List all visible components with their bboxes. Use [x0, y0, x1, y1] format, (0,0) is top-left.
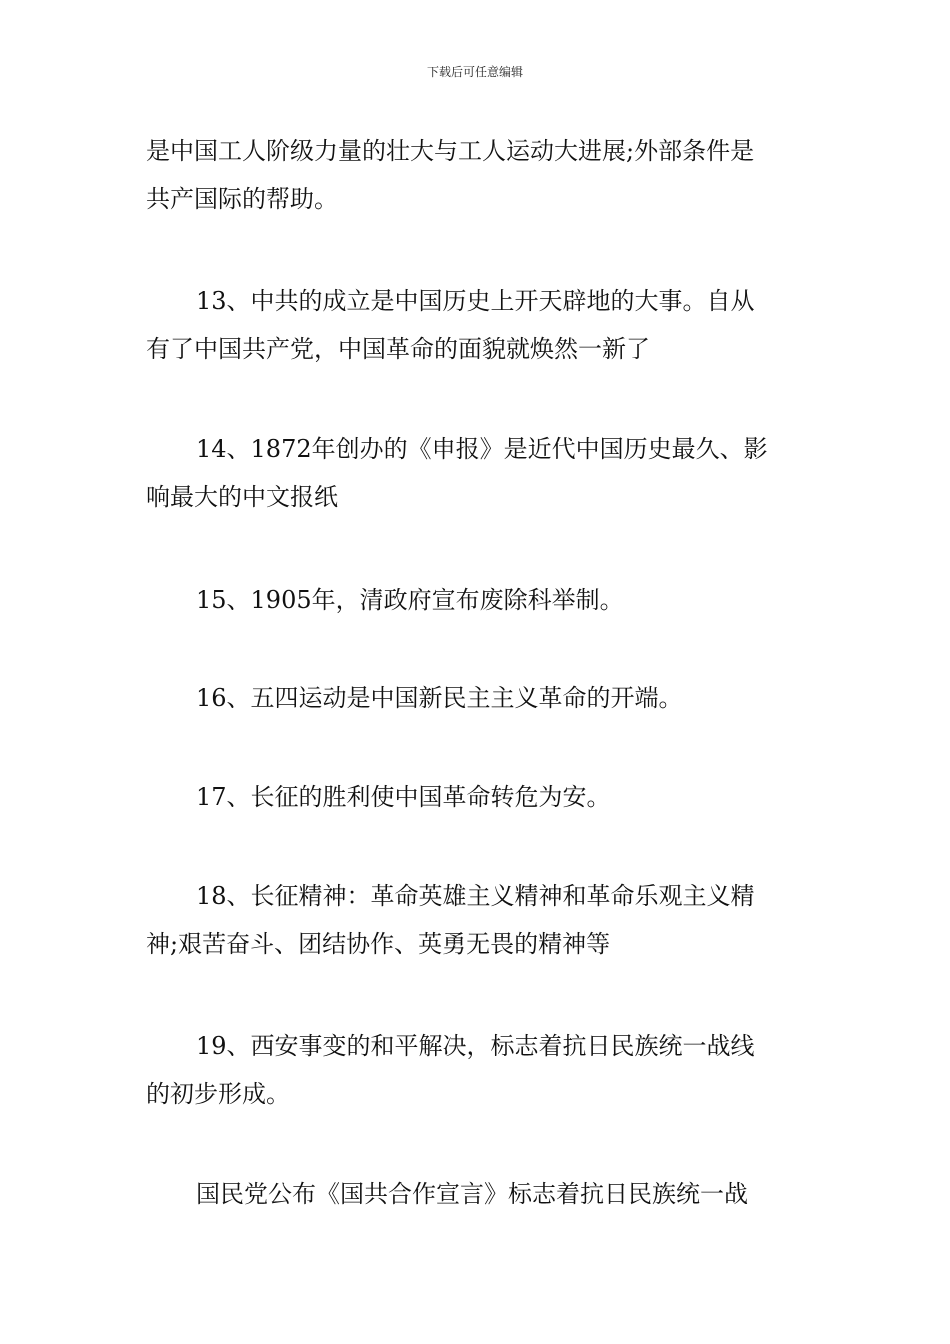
text-line: 神;艰苦奋斗、团结协作、英勇无畏的精神等: [146, 930, 611, 958]
text-line: 有了中国共产党，中国革命的面貌就焕然一新了: [146, 335, 650, 363]
text-line: 17、长征的胜利使中国革命转危为安。: [196, 783, 611, 811]
paragraph-item-16: [146, 674, 808, 722]
paragraph-intro: [146, 127, 808, 223]
text-line: 是中国工人阶级力量的壮大与工人运动大进展;外部条件是: [146, 137, 755, 165]
paragraph-item-15: [146, 576, 808, 624]
text-line: 15、1905年，清政府宣布废除科举制。: [196, 586, 624, 614]
text-line: 13、中共的成立是中国历史上开天辟地的大事。自从: [196, 287, 755, 315]
page-header: 下载后可任意编辑: [426, 65, 523, 79]
text-line: 14、1872年创办的《申报》是近代中国历史最久、影: [196, 435, 768, 463]
text-line: 国民党公布《国共合作宣言》标志着抗日民族统一战: [196, 1180, 748, 1208]
paragraph-item-14: [146, 425, 808, 521]
text-line: 共产国际的帮助。: [146, 185, 338, 213]
paragraph-item-17: [146, 773, 808, 821]
text-line: 的初步形成。: [146, 1080, 290, 1108]
paragraph-item-19: [146, 1022, 808, 1118]
paragraph-item-13: [146, 277, 808, 373]
text-line: 19、西安事变的和平解决，标志着抗日民族统一战线: [196, 1032, 755, 1060]
paragraph-kmt-declaration: [146, 1170, 808, 1218]
text-line: 响最大的中文报纸: [146, 483, 338, 511]
text-line: 18、长征精神：革命英雄主义精神和革命乐观主义精: [196, 882, 755, 910]
paragraph-item-18: [146, 872, 808, 968]
text-line: 16、五四运动是中国新民主主义革命的开端。: [196, 684, 683, 712]
